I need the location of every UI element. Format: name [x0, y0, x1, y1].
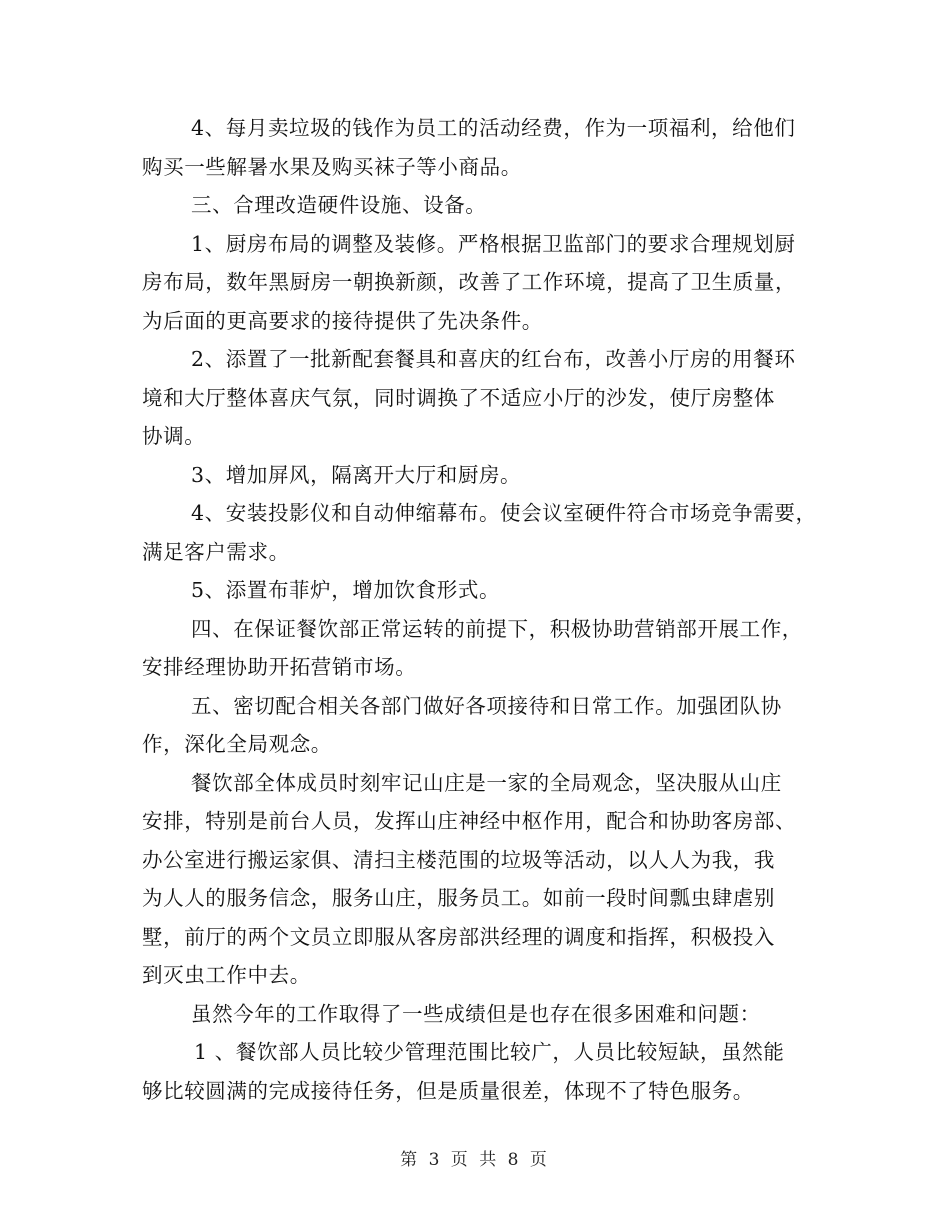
text-line: 4、每月卖垃圾的钱作为员工的活动经费，作为一项福利，给他们 [191, 116, 796, 140]
text-line: 4、安装投影仪和自动伸缩幕布。使会议室硬件符合市场竞争需要， [191, 501, 817, 525]
text-line: 购买一些解暑水果及购买袜子等小商品。 [142, 154, 522, 179]
text-line: 境和大厅整体喜庆气氛，同时调换了不适应小厅的沙发，使厅房整体 [142, 385, 775, 410]
text-line: 到灭虫工作中去。 [142, 963, 311, 987]
text-line: 安排，特别是前台人员，发挥山庄神经中枢作用，配合和协助客房部、 [142, 809, 797, 833]
text-line: 满足客户需求。 [142, 539, 290, 564]
text-line: 3、增加屏风，隔离开大厅和厨房。 [191, 462, 522, 487]
document-body [142, 109, 832, 1110]
section-heading: 四、在保证餐饮部正常运转的前提下，积极协助营销部开展工作， [191, 616, 803, 641]
text-line: 5、添置布菲炉，增加饮食形式。 [191, 578, 501, 602]
text-line: 餐饮部全体成员时刻牢记山庄是一家的全局观念，坚决服从山庄 [191, 770, 782, 795]
text-line: 为人人的服务信念，服务山庄，服务员工。如前一段时间瓢虫肆虐别 [142, 886, 775, 910]
text-line: 够比较圆满的完成接待任务，但是质量很差，体现不了特色服务。 [142, 1078, 754, 1103]
page-number-footer: 第 3 页 共 8 页 [400, 1150, 550, 1170]
text-line: 办公室进行搬运家俱、清扫主楼范围的垃圾等活动，以人人为我，我 [142, 847, 775, 872]
text-line: 协调。 [142, 424, 206, 448]
text-line: 墅，前厅的两个文员立即服从客房部洪经理的调度和指挥，积极投入 [142, 924, 775, 949]
text-line: 1 、餐饮部人员比较少管理范围比较广，人员比较短缺，虽然能 [194, 1040, 785, 1064]
text-line: 房布局，数年黑厨房一朝换新颜，改善了工作环境，提高了卫生质量， [142, 270, 797, 294]
text-line: 虽然今年的工作取得了一些成绩但是也存在很多困难和问题： [191, 1001, 761, 1026]
text-line: 2、添置了一批新配套餐具和喜庆的红台布，改善小厅房的用餐环 [191, 347, 796, 371]
text-line: 为后面的更高要求的接待提供了先决条件。 [142, 308, 543, 333]
text-line: 作，深化全局观念。 [142, 732, 332, 756]
section-heading: 三、合理改造硬件设施、设备。 [191, 193, 487, 217]
text-line: 1、厨房布局的调整及装修。严格根据卫监部门的要求合理规划厨 [191, 231, 796, 256]
text-line: 安排经理协助开拓营销市场。 [142, 655, 417, 679]
section-heading: 五、密切配合相关各部门做好各项接待和日常工作。加强团队协 [191, 693, 782, 718]
